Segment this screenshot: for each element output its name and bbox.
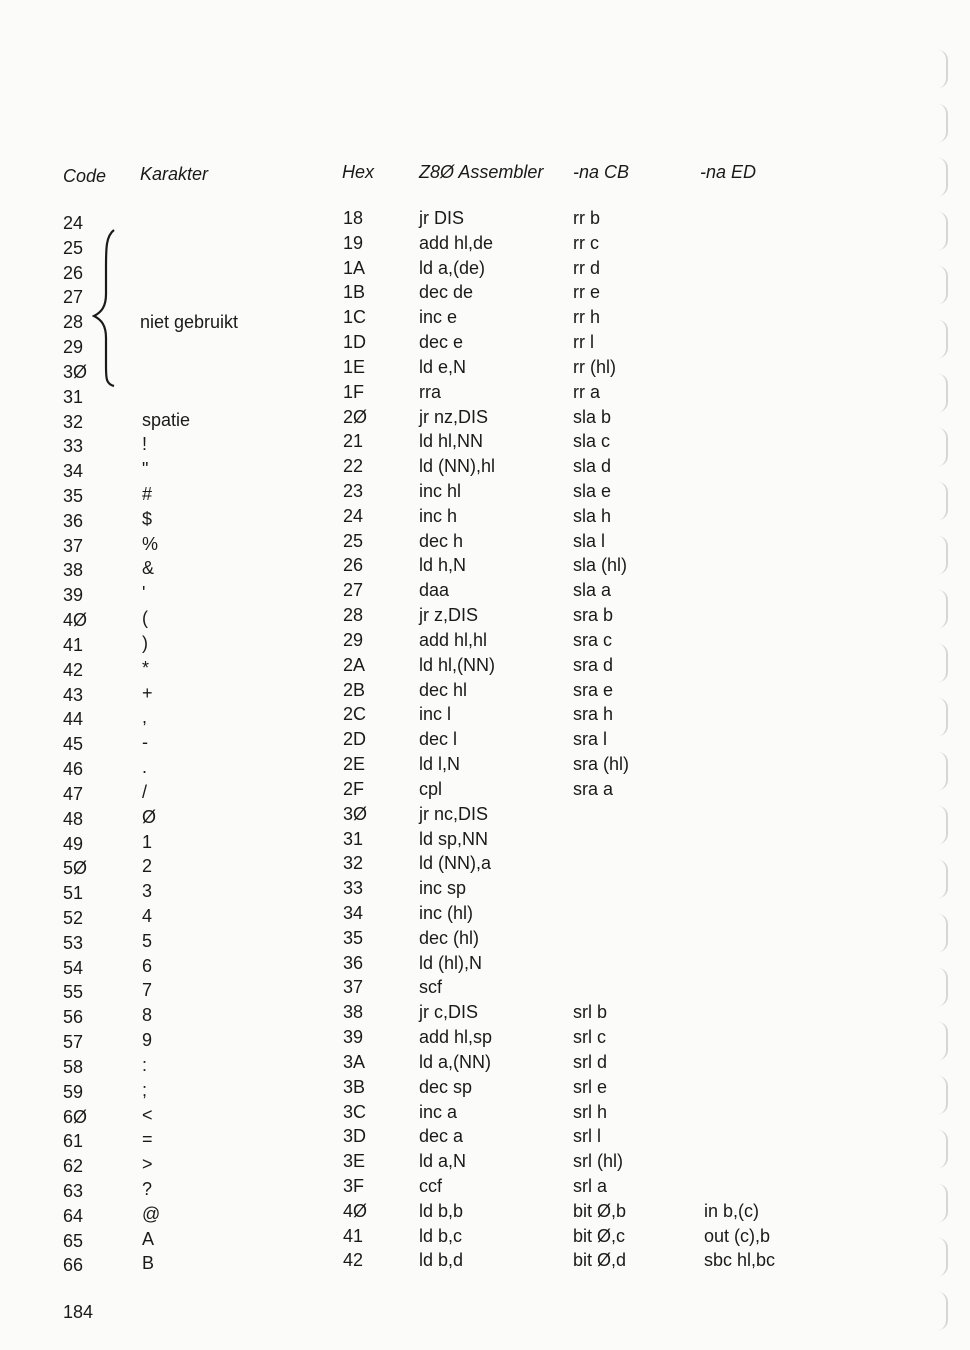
cell-code: 54: [63, 957, 84, 978]
cell-hex: 24: [343, 505, 364, 526]
cell-hex: 25: [343, 530, 364, 551]
cell-code: 36: [63, 510, 84, 531]
cell-z80: dec h: [419, 530, 464, 551]
cell-code: 38: [63, 560, 84, 581]
cell-karakter: ": [142, 459, 149, 480]
cell-z80: dec sp: [419, 1076, 473, 1097]
cell-code: 6Ø: [63, 1106, 88, 1127]
cell-na-cb: sla d: [573, 456, 612, 477]
table-row: [0, 630, 970, 655]
cell-hex: 3Ø: [343, 803, 368, 824]
cell-hex: 1E: [343, 356, 366, 377]
cell-na-cb: sla e: [573, 481, 612, 502]
cell-karakter: +: [142, 682, 153, 703]
cell-hex: 33: [343, 878, 364, 899]
cell-hex: 2A: [343, 654, 366, 675]
cell-z80: daa: [419, 580, 450, 601]
header-na-ed: -na ED: [700, 162, 757, 182]
table-row: [0, 928, 970, 953]
cell-hex: 2E: [343, 754, 366, 775]
table-row: [0, 829, 970, 854]
table-row: [0, 977, 970, 1002]
cell-code: 26: [63, 262, 84, 283]
cell-z80: ld (NN),a: [419, 853, 492, 874]
table-row: [0, 1126, 970, 1151]
cell-hex: 2B: [343, 679, 366, 700]
cell-karakter: -: [142, 732, 148, 753]
table-row: [0, 1052, 970, 1077]
cell-z80: ld (hl),N: [419, 952, 483, 973]
cell-na-cb: sra (hl): [573, 754, 630, 775]
cell-z80: ld a,(NN): [419, 1051, 492, 1072]
cell-hex: 39: [343, 1027, 364, 1048]
cell-hex: 1F: [343, 381, 365, 402]
cell-hex: 29: [343, 629, 364, 650]
cell-na-cb: sra c: [573, 629, 613, 650]
table-header: [0, 160, 970, 190]
cell-z80: jr nz,DIS: [419, 406, 489, 427]
cell-code: 58: [63, 1056, 84, 1077]
cell-z80: ld (NN),hl: [419, 456, 496, 477]
cell-hex: 32: [343, 853, 364, 874]
cell-z80: inc hl: [419, 481, 462, 502]
cell-z80: dec de: [419, 282, 474, 303]
table-row: [0, 754, 970, 779]
cell-code: 43: [63, 684, 84, 705]
cell-code: 64: [63, 1205, 84, 1226]
cell-hex: 31: [343, 828, 364, 849]
table-row: [0, 531, 970, 556]
cell-z80: inc (hl): [419, 902, 474, 923]
cell-karakter: spatie: [142, 409, 191, 430]
cell-code: 34: [63, 461, 84, 482]
cell-na-cb: rr e: [573, 282, 600, 303]
table-row: [0, 729, 970, 754]
cell-hex: 18: [343, 208, 364, 228]
cell-na-cb: srl l: [573, 1126, 601, 1147]
cell-code: 28: [63, 312, 84, 333]
cell-code: 35: [63, 486, 84, 507]
table-row: [0, 357, 970, 382]
cell-hex: 38: [343, 1002, 364, 1023]
cell-karakter: A: [142, 1228, 155, 1249]
cell-na-cb: srl a: [573, 1175, 608, 1196]
cell-z80: dec e: [419, 332, 464, 353]
table-row: [0, 580, 970, 605]
table-row: [0, 903, 970, 928]
table-row: [0, 680, 970, 705]
cell-hex: 21: [343, 431, 364, 452]
cell-z80: ld sp,NN: [419, 828, 489, 849]
cell-code: 52: [63, 907, 84, 928]
cell-code: 61: [63, 1131, 84, 1152]
table-row: [0, 1151, 970, 1176]
cell-code: 66: [63, 1255, 84, 1276]
cell-z80: add hl,sp: [419, 1027, 493, 1048]
cell-karakter: %: [142, 533, 159, 554]
cell-na-cb: sla l: [573, 530, 606, 551]
table-row: [0, 779, 970, 804]
table-row: [0, 506, 970, 531]
table-row: [0, 407, 970, 432]
cell-na-ed: in b,(c): [704, 1200, 760, 1221]
cell-na-cb: sla (hl): [573, 555, 628, 576]
cell-code: 59: [63, 1081, 84, 1102]
cell-code: 48: [63, 808, 84, 829]
table-row: [0, 704, 970, 729]
cell-na-cb: rr h: [573, 307, 600, 328]
header-karakter: Karakter: [140, 164, 209, 184]
table-row: [0, 655, 970, 680]
table-row: [0, 282, 970, 307]
table-row: [0, 431, 970, 456]
cell-z80: jr DIS: [419, 208, 464, 228]
cell-z80: ld l,N: [419, 754, 461, 775]
cell-na-ed: out (c),b: [704, 1225, 771, 1246]
cell-hex: 3A: [343, 1051, 366, 1072]
cell-hex: 3E: [343, 1151, 366, 1172]
cell-karakter: 4: [142, 905, 153, 926]
cell-hex: 3B: [343, 1076, 366, 1097]
cell-z80: cpl: [419, 778, 443, 799]
cell-code: 5Ø: [63, 858, 88, 879]
cell-hex: 22: [343, 456, 364, 477]
cell-na-cb: srl e: [573, 1076, 608, 1097]
cell-code: 65: [63, 1230, 84, 1251]
cell-hex: 3D: [343, 1126, 367, 1147]
cell-z80: ld hl,NN: [419, 431, 484, 452]
table-row: [0, 1250, 970, 1275]
table-row: [0, 1176, 970, 1201]
cell-karakter: 5: [142, 930, 153, 951]
cell-karakter: !: [142, 434, 148, 455]
cell-z80: add hl,de: [419, 232, 494, 253]
cell-hex: 37: [343, 977, 364, 998]
cell-karakter: *: [142, 657, 150, 678]
cell-karakter: (: [142, 608, 148, 629]
cell-hex: 35: [343, 927, 364, 948]
cell-hex: 1C: [343, 307, 367, 328]
cell-code: 49: [63, 833, 84, 854]
cell-code: 27: [63, 287, 84, 308]
cell-code: 25: [63, 237, 84, 258]
cell-code: 62: [63, 1156, 84, 1177]
cell-hex: 23: [343, 481, 364, 502]
header-hex: Hex: [342, 162, 375, 182]
cell-karakter: &: [142, 558, 155, 579]
table-row: [0, 1002, 970, 1027]
cell-hex: 1A: [343, 257, 366, 278]
cell-karakter: =: [142, 1129, 153, 1150]
cell-code: 39: [63, 585, 84, 606]
cell-z80: jr z,DIS: [419, 605, 479, 626]
cell-hex: 27: [343, 580, 364, 601]
cell-z80: jr c,DIS: [419, 1002, 479, 1023]
cell-code: 63: [63, 1180, 84, 1201]
cell-karakter: ,: [142, 707, 148, 728]
cell-karakter: #: [142, 484, 153, 505]
cell-hex: 36: [343, 952, 364, 973]
cell-z80: ld a,(de): [419, 257, 486, 278]
table-row: [0, 208, 970, 233]
cell-z80: ld a,N: [419, 1151, 467, 1172]
cell-na-cb: sla a: [573, 580, 612, 601]
cell-na-cb: srl h: [573, 1101, 608, 1122]
cell-z80: ld b,c: [419, 1225, 463, 1246]
table-row: [0, 332, 970, 357]
cell-karakter: B: [142, 1253, 155, 1274]
cell-z80: dec a: [419, 1126, 464, 1147]
cell-hex: 1D: [343, 332, 367, 353]
cell-na-cb: bit Ø,b: [573, 1200, 627, 1221]
cell-na-cb: sra h: [573, 704, 614, 725]
cell-hex: 28: [343, 605, 364, 626]
cell-z80: ld b,b: [419, 1200, 464, 1221]
cell-hex: 3C: [343, 1101, 367, 1122]
cell-karakter: Ø: [142, 806, 157, 827]
cell-na-cb: sla c: [573, 431, 611, 452]
cell-na-cb: rr d: [573, 257, 600, 278]
cell-code: 46: [63, 759, 84, 780]
cell-hex: 4Ø: [343, 1200, 368, 1221]
cell-code: 29: [63, 337, 84, 358]
cell-na-cb: srl (hl): [573, 1151, 623, 1172]
table-row: [0, 953, 970, 978]
cell-z80: dec (hl): [419, 927, 480, 948]
cell-code: 53: [63, 932, 84, 953]
table-row: [0, 878, 970, 903]
cell-na-cb: sra b: [573, 605, 614, 626]
cell-na-cb: sra d: [573, 654, 614, 675]
cell-code: 33: [63, 436, 84, 457]
cell-z80: rra: [419, 381, 441, 402]
table-row: [0, 853, 970, 878]
cell-karakter: :: [142, 1054, 148, 1075]
cell-na-cb: rr (hl): [573, 356, 616, 377]
cell-z80: inc e: [419, 307, 458, 328]
table-row: [0, 456, 970, 481]
cell-karakter: $: [142, 508, 153, 529]
cell-hex: 2Ø: [343, 406, 368, 427]
cell-code: 4Ø: [63, 610, 88, 631]
cell-z80: add hl,hl: [419, 629, 488, 650]
table-row: [0, 555, 970, 580]
cell-hex: 26: [343, 555, 364, 576]
page-number: 184: [63, 1302, 94, 1322]
cell-z80: jr nc,DIS: [419, 803, 489, 824]
cell-na-cb: rr b: [573, 208, 600, 228]
cell-code: 44: [63, 709, 84, 730]
header-z80-assembler: Z8Ø Assembler: [419, 162, 544, 182]
cell-z80: ld hl,(NN): [419, 654, 496, 675]
cell-karakter: <: [142, 1104, 153, 1125]
cell-karakter: /: [142, 781, 148, 802]
cell-karakter: @: [142, 1203, 161, 1224]
cell-karakter: 3: [142, 881, 153, 902]
table-row: [0, 1027, 970, 1052]
table-row: [0, 258, 970, 283]
cell-karakter: .: [142, 757, 148, 778]
table-row: [0, 307, 970, 332]
cell-z80: dec l: [419, 729, 458, 750]
cell-code: 57: [63, 1032, 84, 1053]
cell-na-cb: sla b: [573, 406, 612, 427]
cell-z80: scf: [419, 977, 443, 998]
cell-karakter: 7: [142, 980, 153, 1001]
cell-z80: ld h,N: [419, 555, 467, 576]
cell-karakter: 6: [142, 955, 153, 976]
table-row: [0, 481, 970, 506]
cell-na-cb: sla h: [573, 505, 612, 526]
cell-karakter: >: [142, 1154, 153, 1175]
header-na-cb: -na CB: [573, 162, 630, 182]
table-row: [0, 233, 970, 258]
cell-karakter: 8: [142, 1005, 153, 1026]
table-row: [0, 1226, 970, 1251]
cell-code: 24: [63, 213, 84, 233]
cell-karakter: 2: [142, 856, 153, 877]
cell-code: 42: [63, 659, 84, 680]
cell-z80: inc l: [419, 704, 452, 725]
cell-z80: ld e,N: [419, 356, 467, 377]
cell-code: 56: [63, 1007, 84, 1028]
cell-na-cb: bit Ø,c: [573, 1225, 626, 1246]
cell-hex: 41: [343, 1225, 364, 1246]
cell-karakter: ': [142, 583, 146, 604]
cell-z80: ccf: [419, 1175, 443, 1196]
cell-code: 51: [63, 883, 84, 904]
cell-na-cb: rr c: [573, 232, 599, 253]
cell-code: 32: [63, 411, 84, 432]
cell-z80: inc a: [419, 1101, 458, 1122]
table-row: [0, 804, 970, 829]
cell-hex: 19: [343, 232, 364, 253]
cell-code: 45: [63, 734, 84, 755]
cell-na-cb: rr a: [573, 381, 600, 402]
table-row: [0, 605, 970, 630]
cell-na-cb: sra a: [573, 778, 614, 799]
cell-code: 37: [63, 535, 84, 556]
cell-na-cb: srl c: [573, 1027, 606, 1048]
cell-z80: inc h: [419, 505, 458, 526]
cell-code: 55: [63, 982, 84, 1003]
cell-na-cb: rr l: [573, 332, 594, 353]
cell-na-cb: bit Ø,d: [573, 1250, 627, 1271]
bracket-label: niet gebruikt: [140, 312, 239, 332]
table-row: [0, 1102, 970, 1127]
cell-na-cb: srl d: [573, 1051, 608, 1072]
cell-karakter: 1: [142, 831, 153, 852]
cell-na-cb: srl b: [573, 1002, 608, 1023]
cell-hex: 2C: [343, 704, 367, 725]
cell-z80: dec hl: [419, 679, 468, 700]
table-row: [0, 382, 970, 407]
table-row: [0, 1201, 970, 1226]
cell-z80: inc sp: [419, 878, 467, 899]
cell-code: 47: [63, 783, 84, 804]
cell-na-ed: sbc hl,bc: [704, 1250, 776, 1271]
cell-z80: ld b,d: [419, 1250, 464, 1271]
cell-hex: 2F: [343, 778, 365, 799]
header-code: Code: [63, 166, 107, 186]
cell-hex: 42: [343, 1250, 364, 1271]
cell-hex: 34: [343, 902, 364, 923]
cell-code: 31: [63, 386, 84, 407]
table-row: [0, 1077, 970, 1102]
cell-hex: 1B: [343, 282, 366, 303]
cell-karakter: 9: [142, 1030, 153, 1051]
cell-code: 3Ø: [63, 361, 88, 382]
cell-na-cb: sra e: [573, 679, 614, 700]
cell-hex: 2D: [343, 729, 367, 750]
cell-code: 41: [63, 634, 84, 655]
cell-karakter: ): [142, 632, 148, 653]
cell-karakter: ?: [142, 1178, 153, 1199]
cell-hex: 3F: [343, 1175, 365, 1196]
cell-karakter: ;: [142, 1079, 148, 1100]
cell-na-cb: sra l: [573, 729, 608, 750]
